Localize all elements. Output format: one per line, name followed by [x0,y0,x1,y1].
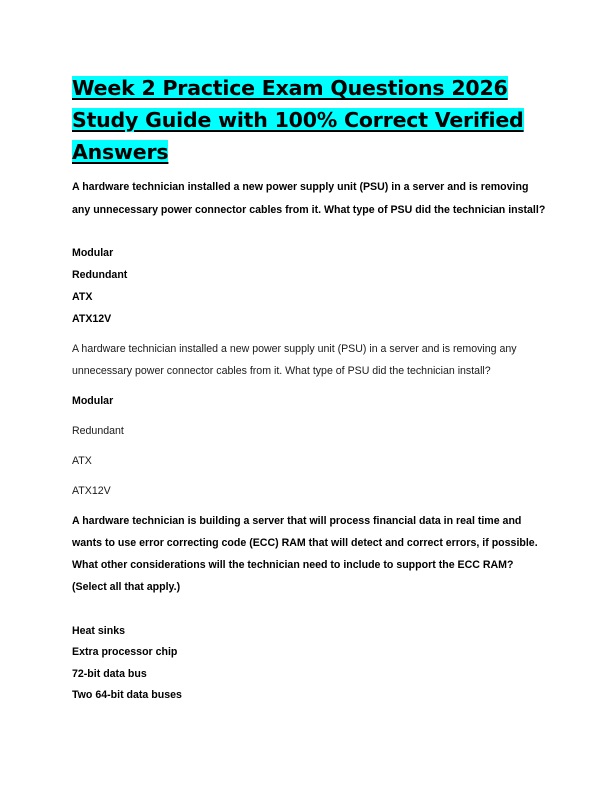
question-1-correct-answer: Modular [72,395,114,407]
question-1-repeat-text-line-1: A hardware technician installed a new power supply unit (PSU) in a server and is removing any [72,343,517,355]
question-1-text-line-2: any unnecessary power connector cables from it. What type of PSU did the technician install? [72,204,546,216]
question-2-option: 72-bit data bus [72,668,147,680]
question-1-option: ATX [72,291,93,303]
question-1-text-line-1: A hardware technician installed a new power supply unit (PSU) in a server and is removing [72,181,529,193]
question-2-text-line-1: A hardware technician is building a server that will process financial data in real time and [72,515,522,527]
question-1-option: Redundant [72,269,128,281]
question-2-option: Heat sinks [72,625,125,637]
question-2-text-line-2: wants to use error correcting code (ECC) RAM that will detect and correct errors, if possible. [72,537,538,549]
question-2-option: Two 64-bit data buses [72,689,182,701]
question-1-repeat-text-line-2: unnecessary power connector cables from it. What type of PSU did the technician install? [72,365,491,377]
question-1-repeat-option: Redundant [72,425,124,437]
question-1-repeat-option: ATX12V [72,485,111,497]
question-2-option: Extra processor chip [72,646,178,658]
question-1-option: Modular [72,247,114,259]
question-2-text-line-4: (Select all that apply.) [72,581,181,593]
question-2-text-line-3: What other considerations will the technician need to include to support the ECC RAM? [72,559,514,571]
question-1-option: ATX12V [72,313,112,325]
document-title: Week 2 Practice Exam Questions 2026 Study Guide with 100% Correct Verified Answers [72,76,524,164]
question-1-repeat-option: ATX [72,455,92,467]
